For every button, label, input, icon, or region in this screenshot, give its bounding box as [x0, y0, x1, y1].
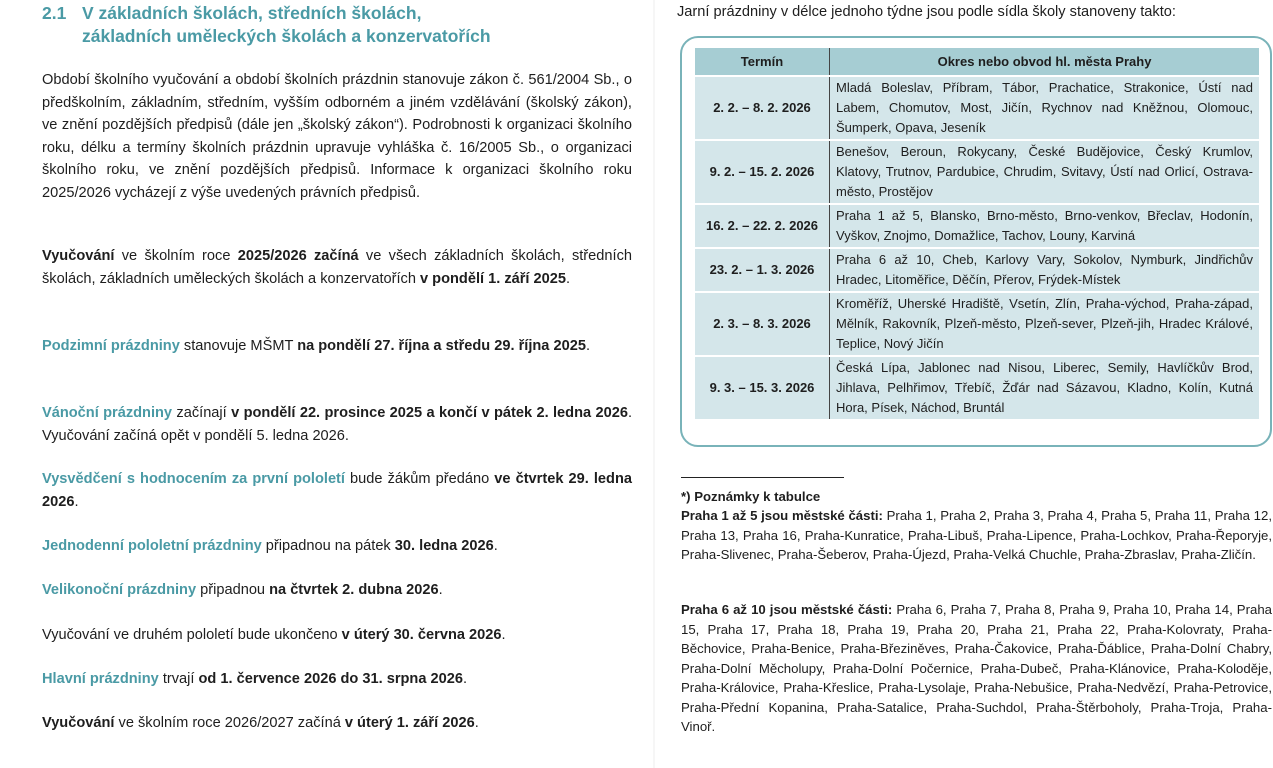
p5-hl: Velikonoční prázdniny: [42, 582, 197, 598]
row-districts: Mladá Boleslav, Příbram, Tábor, Prachatice, Strakonice, Ústí nad Labem, Chomutov, Most, Jičín, Rychnov nad Kněžnou, Olomouc, Šumperk, Opava, Jeseník: [830, 76, 1260, 140]
p0-c: 2025/2026 začíná: [237, 248, 359, 264]
section-title: [42, 2, 491, 48]
table-row: [695, 248, 1259, 292]
table-row: [695, 356, 1259, 420]
p7-c: od 1. července 2026 do 31. srpna 2026: [198, 671, 463, 687]
footnote-praha-1-5-text: Praha 1, Praha 2, Praha 3, Praha 4, Praha 5, Praha 11, Praha 12, Praha 13, Praha 16, Praha-Kunratice, Praha-Libuš, Praha-Lipence, Praha-Lochkov, Praha-Řeporyje, Praha-Slivenec, Praha-Šeberov, Praha-Újezd, Praha-Velká Chuchle, Praha-Zbraslav, Praha-Zličín.: [681, 508, 1272, 562]
p0-a: Vyučování: [42, 248, 115, 264]
p6-c: v úterý 30. června 2026: [341, 627, 502, 643]
p3-b: bude žákům předáno: [344, 471, 495, 487]
p4-b: připadnou na pátek: [261, 538, 395, 554]
p1-b: stanovuje MŠMT: [179, 338, 298, 354]
row-term: 23. 2. – 1. 3. 2026: [695, 248, 830, 292]
paragraph-report-card: [42, 468, 632, 513]
footnote-rule: [681, 477, 844, 478]
row-districts: Praha 6 až 10, Cheb, Karlovy Vary, Sokolov, Nymburk, Jindřichův Hradec, Litoměřice, Děčín, Přerov, Frýdek-Místek: [830, 248, 1260, 292]
paragraph-easter-holidays: [42, 579, 632, 602]
p2-hl: Vánoční prázdniny: [42, 405, 173, 421]
footnote-praha-1-5: [681, 506, 1272, 565]
p0-b: ve školním roce: [114, 248, 238, 264]
p0-d: ve všech základních školách, středních školách, základních uměleckých školách a konzervatořích: [42, 248, 632, 287]
paragraph-autumn-holidays: [42, 335, 632, 358]
spring-holidays-intro: Jarní prázdniny v délce jednoho týdne jsou podle sídla školy stanoveny takto:: [677, 4, 1176, 20]
p4-hl: Jednodenní pololetní prázdniny: [42, 538, 262, 554]
p4-d: .: [493, 538, 498, 554]
row-districts: Kroměříž, Uherské Hradiště, Vsetín, Zlín, Praha-východ, Praha-západ, Mělník, Rakovník, Plzeň-město, Plzeň-sever, Plzeň-jih, Hradec Králové, Teplice, Nový Jičín: [830, 292, 1260, 356]
header-district: Okres nebo obvod hl. města Prahy: [830, 48, 1260, 76]
p8-d: .: [474, 715, 479, 731]
p0-f: .: [566, 270, 571, 287]
spring-holidays-table: [695, 48, 1259, 421]
p1-c: na pondělí 27. října a středu 29. října 2025: [297, 338, 586, 354]
p6-d: .: [501, 627, 506, 643]
row-term: 9. 3. – 15. 3. 2026: [695, 356, 830, 420]
p8-c: v úterý 1. září 2026: [344, 715, 475, 731]
p3-c: ve čtvrtek 29. ledna 2026: [42, 471, 632, 510]
footnote-praha-6-10-label: Praha 6 až 10 jsou městské části:: [681, 602, 893, 617]
table-header-row: [695, 48, 1259, 76]
table-row: [695, 292, 1259, 356]
p2-b: začínají: [172, 405, 232, 421]
p0-e: v pondělí 1. září 2025: [420, 270, 567, 287]
p5-d: .: [438, 582, 443, 598]
p7-hl: Hlavní prázdniny: [42, 671, 159, 687]
header-term: Termín: [695, 48, 830, 76]
p1-d: .: [585, 338, 590, 354]
footnote-praha-1-5-label: Praha 1 až 5 jsou městské části:: [681, 508, 883, 523]
row-term: 2. 3. – 8. 3. 2026: [695, 292, 830, 356]
p7-b: trvají: [158, 671, 199, 687]
p3-hl: Vysvědčení s hodnocením za první pololetí: [42, 471, 345, 487]
paragraph-second-semester-end: [42, 624, 632, 647]
row-districts: Praha 1 až 5, Blansko, Brno-město, Brno-venkov, Břeclav, Hodonín, Vyškov, Znojmo, Domažlice, Tachov, Louny, Karviná: [830, 204, 1260, 248]
table-row: [695, 204, 1259, 248]
section-number: 2.1: [42, 3, 67, 23]
p7-d: .: [462, 671, 468, 687]
intro-paragraph: Období školního vyučování a období školních prázdnin stanovuje zákon č. 561/2004 Sb., o předškolním, základním, středním, vyšším odborném a jiném vzdělávání (školský zákon), ve znění pozdějších předpisů (dále jen „školský zákon“). Podrobnosti k organizaci školního roku, délku a termíny školních prázdnin upravuje vyhláška č. 16/2005 Sb., o organizaci školního roku, ve znění pozdějších předpisů. Informace k organizaci školního roku 2025/2026 vycházejí z výše uvedených právních předpisů.: [42, 72, 632, 201]
row-term: 9. 2. – 15. 2. 2026: [695, 140, 830, 204]
row-districts: Benešov, Beroun, Rokycany, České Budějovice, Český Krumlov, Klatovy, Trutnov, Pardubice, Chrudim, Svitavy, Ústí nad Orlicí, Ostrava-město, Prostějov: [830, 140, 1260, 204]
p4-c: 30. ledna 2026: [394, 538, 494, 554]
section-title-line2: základních uměleckých školách a konzervatořích: [82, 26, 491, 46]
table-row: [695, 140, 1259, 204]
p8-a: Vyučování: [42, 715, 115, 731]
p5-c: na čtvrtek 2. dubna 2026: [269, 582, 439, 598]
p6-b: Vyučování ve druhém pololetí bude ukončeno: [42, 627, 342, 643]
paragraph-school-start: [42, 245, 632, 290]
table-row: [695, 76, 1259, 140]
p8-b: ve školním roce 2026/2027 začíná: [114, 715, 345, 731]
footnote-praha-6-10-text: Praha 6, Praha 7, Praha 8, Praha 9, Praha 10, Praha 14, Praha 15, Praha 17, Praha 18, Praha 19, Praha 20, Praha 21, Praha 22, Praha-Kolovraty, Praha-Běchovice, Praha-Benice, Praha-Březiněves, Praha-Čakovice, Praha-Ďáblice, Praha-Dolní Chabry, Praha-Dolní Měcholupy, Praha-Dolní Počernice, Praha-Dubeč, Praha-Klánovice, Praha-Koloděje, Praha-Královice, Praha-Křeslice, Praha-Lysolaje, Praha-Nebušice, Praha-Nedvězí, Praha-Petrovice, Praha-Přední Kopanina, Praha-Satalice, Praha-Suchdol, Praha-Štěrboholy, Praha-Troja, Praha-Vinoř.: [681, 602, 1273, 734]
footnote-title: *) Poznámky k tabulce: [681, 489, 821, 504]
section-title-line1: V základních školách, středních školách,: [82, 3, 422, 23]
p2-d: . Vyučování začíná opět v pondělí 5. ledna 2026.: [42, 405, 632, 444]
paragraph-semester-holiday: [42, 535, 632, 558]
row-districts: Česká Lípa, Jablonec nad Nisou, Liberec, Semily, Havlíčkův Brod, Jihlava, Pelhřimov, Třebíč, Žďár nad Sázavou, Kladno, Kolín, Kutná Hora, Písek, Náchod, Bruntál: [830, 356, 1260, 420]
row-term: 2. 2. – 8. 2. 2026: [695, 76, 830, 140]
p1-hl: Podzimní prázdniny: [42, 338, 180, 354]
p3-d: .: [74, 493, 79, 510]
row-term: 16. 2. – 22. 2. 2026: [695, 204, 830, 248]
footnote-praha-6-10: [681, 600, 1272, 737]
p2-c: v pondělí 22. prosince 2025 a končí v pátek 2. ledna 2026: [231, 405, 628, 421]
paragraph-christmas-holidays: [42, 402, 632, 447]
paragraph-next-year-start: [42, 712, 632, 735]
p5-b: připadnou: [196, 582, 270, 598]
paragraph-summer-holidays: [42, 668, 632, 691]
